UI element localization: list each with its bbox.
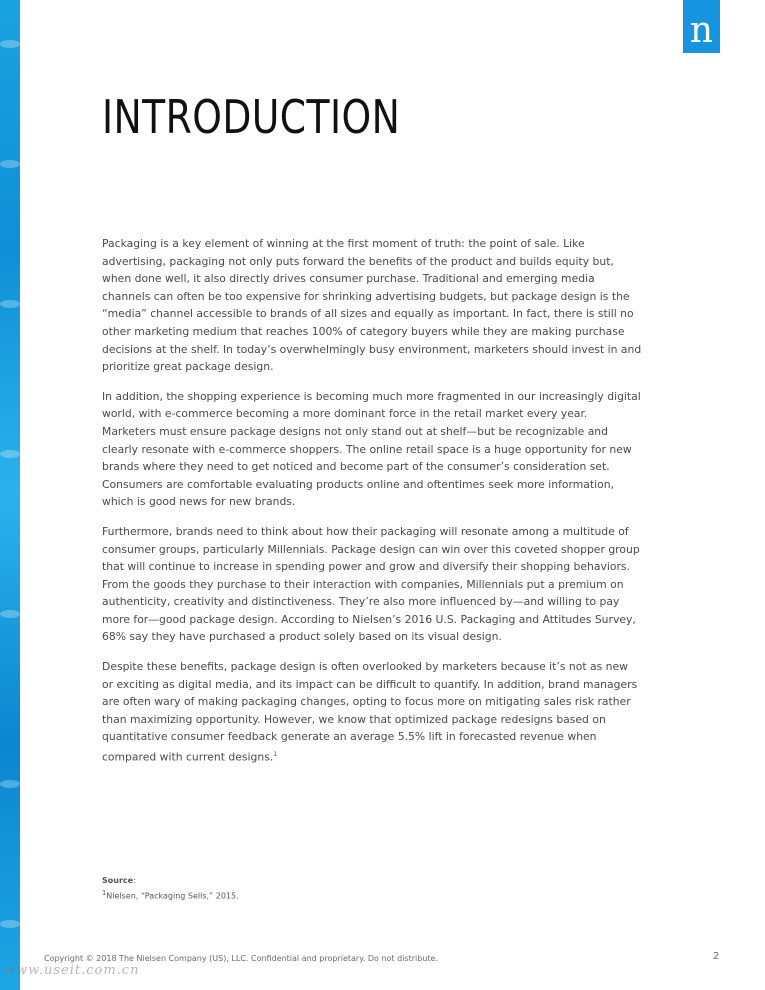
source-block: [102, 875, 239, 903]
paragraph: In addition, the shopping experience is becoming much more fragmented in our increasingly digital world, with e-commerce becoming a more dominant force in the retail market every year. Marketers must ensure package designs not only stand out at shelf—but be recognizable and clearly resonate with e-commerce shoppers. The online retail space is a huge opportunity for new brands where they need to get noticed and become part of the consumer’s consideration set. Consumers are comfortable evaluating products online and oftentimes seek more information, which is good news for new brands.: [102, 389, 641, 509]
wave-decoration: [0, 160, 20, 168]
source-label: Source: [102, 876, 134, 885]
paragraph: Furthermore, brands need to think about how their packaging will resonate among a multitude of consumer groups, particularly Millennials. Package design can win over this coveted shopper group that will continue to increase in spending power and grow and diversify their shopping behaviors. From the goods they purchase to their interaction with companies, Millennials put a premium on authenticity, creativity and distinctiveness. They’re also more influenced by—and willing to pay more for—good package design. According to Nielsen’s 2016 U.S. Packaging and Attitudes Survey, 68% say they have purchased a product solely based on its visual design.: [102, 524, 640, 644]
wave-decoration: [0, 920, 20, 928]
nielsen-logo: n: [683, 0, 720, 53]
watermark: www.useit.com.cn: [4, 963, 140, 978]
wave-decoration: [0, 780, 20, 788]
source-note-text: Nielsen, “Packaging Sells,” 2015.: [106, 891, 239, 901]
copyright-footer: Copyright © 2018 The Nielsen Company (US), LLC. Confidential and proprietary. Do not distribute.: [44, 954, 438, 963]
body-text: [102, 235, 642, 778]
source-note-marker: 1: [102, 889, 107, 897]
page-title: INTRODUCTION: [102, 90, 401, 144]
wave-decoration: [0, 450, 20, 458]
source-colon: :: [133, 876, 136, 885]
wave-decoration: [0, 40, 20, 48]
paragraph: Packaging is a key element of winning at the first moment of truth: the point of sale. Like advertising, packaging not only puts forward the benefits of the product and builds equity but, when done well, it also directly drives consumer purchase. Traditional and emerging media channels can often be too expensive for shrinking advertising budgets, but package design is the “media” channel accessible to brands of all sizes and equally as important. In fact, there is still no other marketing medium that reaches 100% of category buyers while they are making purchase decisions at the shelf. In today’s overwhelmingly busy environment, marketers should invest in and prioritize great package design.: [102, 237, 642, 374]
paragraph: [102, 658, 642, 766]
page-number: 2: [713, 951, 720, 962]
paragraph-text: Despite these benefits, package design is often overlooked by marketers because it’s not as new or exciting as digital media, and its impact can be difficult to quantify. In addition, brand managers are often wary of making packaging changes, opting to focus more on mitigating sales risk rather than maximizing opportunity. However, we know that optimized package redesigns based on quantitative consumer feedback generate an average 5.5% lift in forecasted revenue when compared with current designs.: [102, 660, 638, 764]
source-note: [102, 887, 239, 903]
source-heading: [102, 875, 239, 887]
wave-decoration: [0, 300, 20, 308]
wave-decoration: [0, 610, 20, 618]
decorative-side-strip: [0, 0, 20, 990]
footnote-marker: 1: [273, 751, 278, 759]
